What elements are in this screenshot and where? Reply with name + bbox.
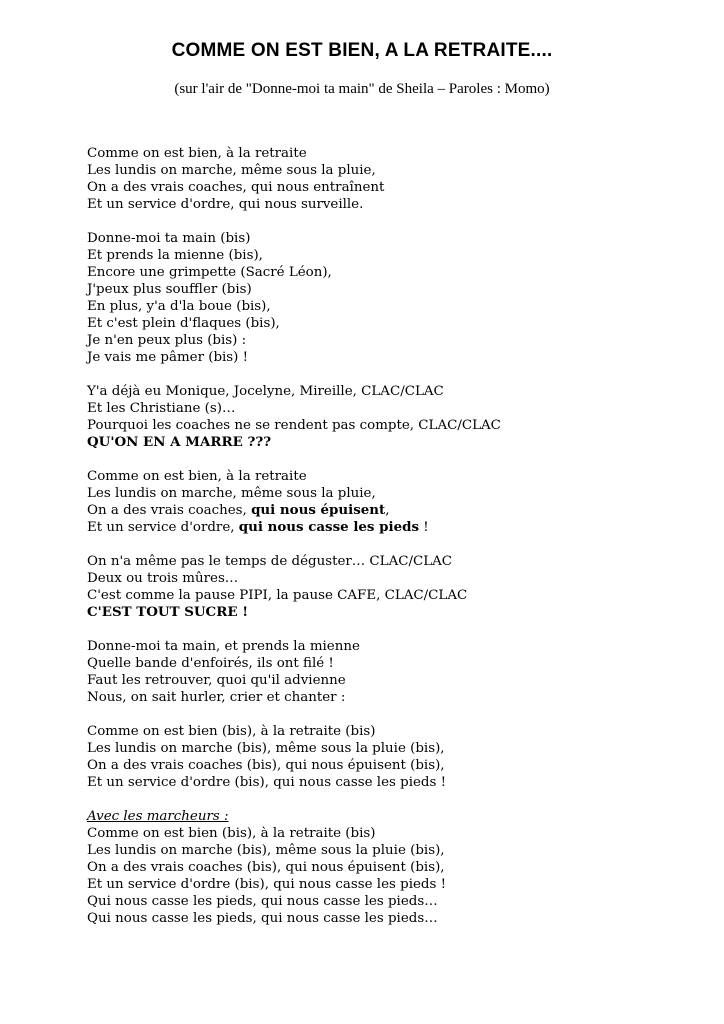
lyric-line: On a des vrais coaches, qui nous entraînent [87,180,385,195]
lyric-fragment-bold: qui nous casse les pieds [238,519,419,535]
lyric-line: Les lundis on marche (bis), même sous la pluie (bis), [87,741,445,756]
song-title: COMME ON EST BIEN, A LA RETRAITE.... [171,40,553,61]
lyric-line: Pourquoi les coaches ne se rendent pas compte, CLAC/CLAC [87,418,501,433]
lyric-line: On a des vrais coaches (bis), qui nous épuisent (bis), [87,860,445,875]
lyric-line: Je n'en peux plus (bis) : [87,333,247,348]
lyric-fragment: ! [419,520,429,535]
lyric-line: Comme on est bien (bis), à la retraite (bis) [87,826,376,841]
lyric-line: On n'a même pas le temps de déguster… CLAC/CLAC [87,554,453,569]
stanza-4 [87,468,647,536]
stanza-1 [87,145,647,213]
lyric-line-bold: C'EST TOUT SUCRE ! [87,604,249,620]
stanza-8 [87,808,647,927]
lyric-line: Comme on est bien, à la retraite [87,469,307,484]
lyric-fragment: , [385,503,390,518]
lyric-line: Comme on est bien (bis), à la retraite (bis) [87,724,376,739]
lyric-line: Les lundis on marche, même sous la pluie, [87,163,376,178]
lyric-line: Et c'est plein d'flaques (bis), [87,316,280,331]
lyric-line: Y'a déjà eu Monique, Jocelyne, Mireille, CLAC/CLAC [87,384,444,399]
lyric-line: Qui nous casse les pieds, qui nous casse les pieds… [87,894,438,909]
lyric-line: Faut les retrouver, quoi qu'il advienne [87,673,346,688]
stanza-6 [87,638,647,706]
stanza-5 [87,553,647,621]
lyric-fragment: Et un service d'ordre, [87,520,239,535]
lyric-line: Nous, on sait hurler, crier et chanter : [87,690,346,705]
stanza-heading: Avec les marcheurs : [87,809,229,824]
lyric-line: Les lundis on marche (bis), même sous la pluie (bis), [87,843,445,858]
lyric-line: Et un service d'ordre (bis), qui nous casse les pieds ! [87,775,446,790]
lyric-line: Donne-moi ta main (bis) [87,231,251,246]
lyric-line [87,502,647,519]
lyric-line: Comme on est bien, à la retraite [87,146,307,161]
lyric-line: Quelle bande d'enfoirés, ils ont filé ! [87,656,334,671]
stanza-2 [87,230,647,366]
lyric-line: Et un service d'ordre, qui nous surveille. [87,197,364,212]
lyric-line [87,519,647,536]
stanza-7 [87,723,647,791]
lyric-line: C'est comme la pause PIPI, la pause CAFE, CLAC/CLAC [87,588,468,603]
lyric-line: On a des vrais coaches (bis), qui nous épuisent (bis), [87,758,445,773]
lyric-line: Et les Christiane (s)… [87,401,236,416]
lyric-line: Qui nous casse les pieds, qui nous casse les pieds… [87,911,438,926]
lyric-line: Les lundis on marche, même sous la pluie, [87,486,376,501]
stanza-3 [87,383,647,451]
lyric-line: Je vais me pâmer (bis) ! [87,350,249,365]
lyric-line: Encore une grimpette (Sacré Léon), [87,265,332,280]
song-subtitle: (sur l'air de "Donne-moi ta main" de Sheila – Paroles : Momo) [174,81,550,97]
lyric-line: Donne-moi ta main, et prends la mienne [87,639,360,654]
lyric-line: Et un service d'ordre (bis), qui nous casse les pieds ! [87,877,446,892]
lyric-line: J'peux plus souffler (bis) [87,282,252,297]
lyrics-body [87,145,647,944]
lyric-line: Et prends la mienne (bis), [87,248,263,263]
lyric-line: En plus, y'a d'la boue (bis), [87,299,271,314]
lyric-line-bold: QU'ON EN A MARRE ??? [87,434,272,450]
lyric-fragment: On a des vrais coaches, [87,503,252,518]
lyric-line: Deux ou trois mûres… [87,571,239,586]
lyric-fragment-bold: qui nous épuisent [251,502,386,518]
